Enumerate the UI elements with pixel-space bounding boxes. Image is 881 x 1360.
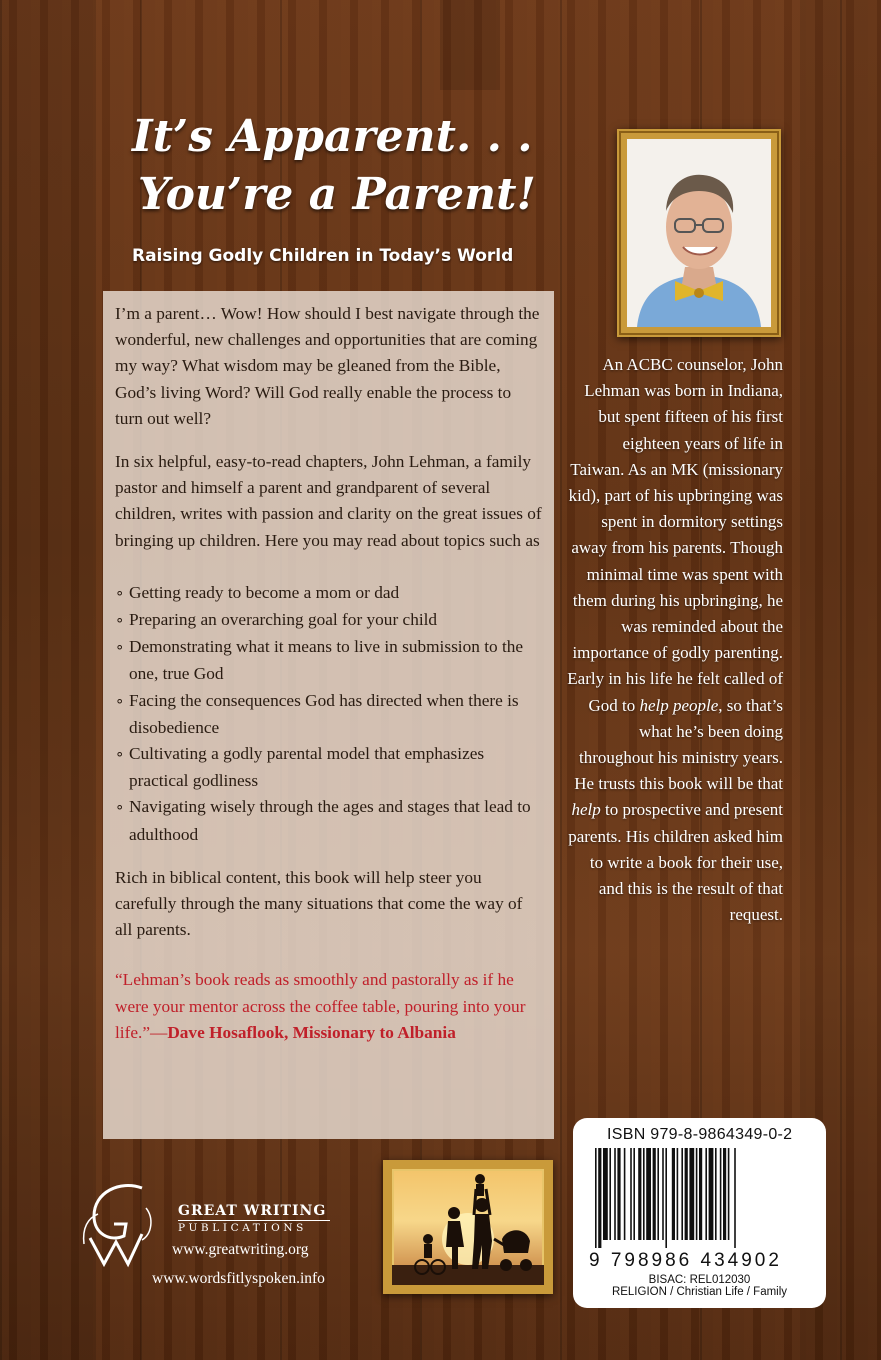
author-url: www.wordsfitlyspoken.info (152, 1270, 325, 1287)
barcode-bar (681, 1148, 683, 1240)
barcode-bar (609, 1148, 611, 1240)
bio-emphasis: help people (639, 695, 719, 715)
barcode-bar (598, 1148, 601, 1248)
barcode-bar (715, 1148, 717, 1240)
barcode-bar (705, 1148, 707, 1240)
list-item: ∘ Facing the consequences God has directed when there is disobedience (115, 688, 542, 741)
barcode-bar (665, 1148, 667, 1248)
quote-author: Dave Hosaflook, Missionary to Albania (167, 1022, 456, 1042)
barcode-bar (653, 1148, 656, 1240)
list-item: ∘ Navigating wisely through the ages and stages that lead to adulthood (115, 794, 542, 847)
publisher-logo-icon (80, 1178, 160, 1268)
topics-list (115, 580, 542, 848)
barcode-bar (630, 1148, 632, 1240)
list-item: ∘ Getting ready to become a mom or dad (115, 580, 542, 607)
publisher-name: GREAT WRITING (178, 1203, 327, 1219)
book-subtitle: Raising Godly Children in Today’s World (132, 246, 514, 266)
author-photo (617, 129, 781, 337)
barcode-bar (617, 1148, 620, 1240)
barcode-bar (646, 1148, 651, 1240)
barcode-bar (685, 1148, 688, 1240)
barcode-bar (709, 1148, 714, 1240)
barcode-bar (689, 1148, 694, 1240)
bio-text: An ACBC counselor, John Lehman was born in Indiana, but spent fifteen of his first eighteen years of life in Taiwan. As an MK (missionary kid), part of his upbringing was spent in dormitory settings away from his parents. Though minimal time was spent with them during his upbringing, he was reminded about the importance of godly parenting. Early in his life he felt called of God to (567, 355, 783, 715)
barcode-bar (672, 1148, 675, 1240)
barcode-bar (677, 1148, 679, 1240)
barcode-bar (638, 1148, 641, 1240)
description-paragraph: In six helpful, easy-to-read chapters, John Lehman, a family pastor and himself a parent and grandparent of several children, writes with passion and clarity on the great issues of bringing up children. Here you may read about topics such as (115, 452, 542, 550)
barcode-bar (624, 1148, 626, 1240)
barcode-bar (720, 1148, 722, 1240)
description-panel (103, 291, 554, 1139)
title-line-2: You’re a Parent! (138, 169, 536, 220)
barcode-label (573, 1118, 826, 1308)
barcode-bar (633, 1148, 635, 1240)
barcode-bar (728, 1148, 730, 1240)
barcode-bar (614, 1148, 616, 1240)
publisher-divider (178, 1220, 330, 1221)
publisher-subname: PUBLICATIONS (178, 1222, 307, 1234)
title-line-1: It’s Apparent. . . (132, 111, 533, 162)
endorsement-quote (115, 967, 542, 1046)
isbn-text: ISBN 979-8-9864349-0-2 (607, 1126, 793, 1143)
barcode-bar (643, 1148, 645, 1240)
bio-text: , so that’s what he’s been doing throughout his ministry years. He trusts this book will be that (574, 695, 783, 794)
book-title (132, 108, 552, 224)
author-bio (566, 352, 783, 928)
bisac-category: RELIGION / Christian Life / Family (611, 1286, 788, 1298)
list-item: ∘ Demonstrating what it means to live in submission to the one, true God (115, 634, 542, 687)
list-item: ∘ Preparing an overarching goal for your child (115, 607, 542, 634)
publisher-url: www.greatwriting.org (172, 1241, 309, 1258)
bio-text: to prospective and present parents. His children asked him to write a book for their use, and this is the result of that request. (568, 800, 783, 925)
ean-number: 9 798986 434902 (589, 1250, 782, 1271)
barcode-icon (593, 1148, 807, 1248)
barcode-bar (603, 1148, 608, 1240)
list-item: ∘ Cultivating a godly parental model that emphasizes practical godliness (115, 741, 542, 794)
family-silhouette-illustration (392, 1169, 544, 1285)
author-portrait-illustration (627, 139, 771, 327)
barcode-bar (657, 1148, 659, 1240)
quote-text: “Lehman’s book reads as smoothly and pastorally as if he were your mentor across the coffee table, pouring into your life.”— (115, 970, 526, 1042)
family-silhouette-photo (383, 1160, 553, 1294)
barcode-bar (696, 1148, 698, 1240)
wood-plank (0, 0, 96, 1360)
barcode-bar (595, 1148, 597, 1248)
wood-plank (440, 0, 500, 90)
bisac-code: BISAC: REL012030 (648, 1274, 751, 1286)
bio-emphasis: help (571, 800, 601, 820)
barcode-bar (699, 1148, 702, 1240)
barcode-bar (734, 1148, 736, 1248)
description-paragraph: Rich in biblical content, this book will help steer you carefully through the many situations that come the way of all parents. (115, 867, 523, 940)
barcode-bar (662, 1148, 664, 1240)
barcode-bar (723, 1148, 726, 1240)
description-paragraph: I’m a parent… Wow! How should I best navigate through the wonderful, new challenges and opportunities that are coming my way? What wisdom may be gleaned from the Bible, God’s living Word? Will God really enable the process to turn out well? (115, 304, 540, 428)
